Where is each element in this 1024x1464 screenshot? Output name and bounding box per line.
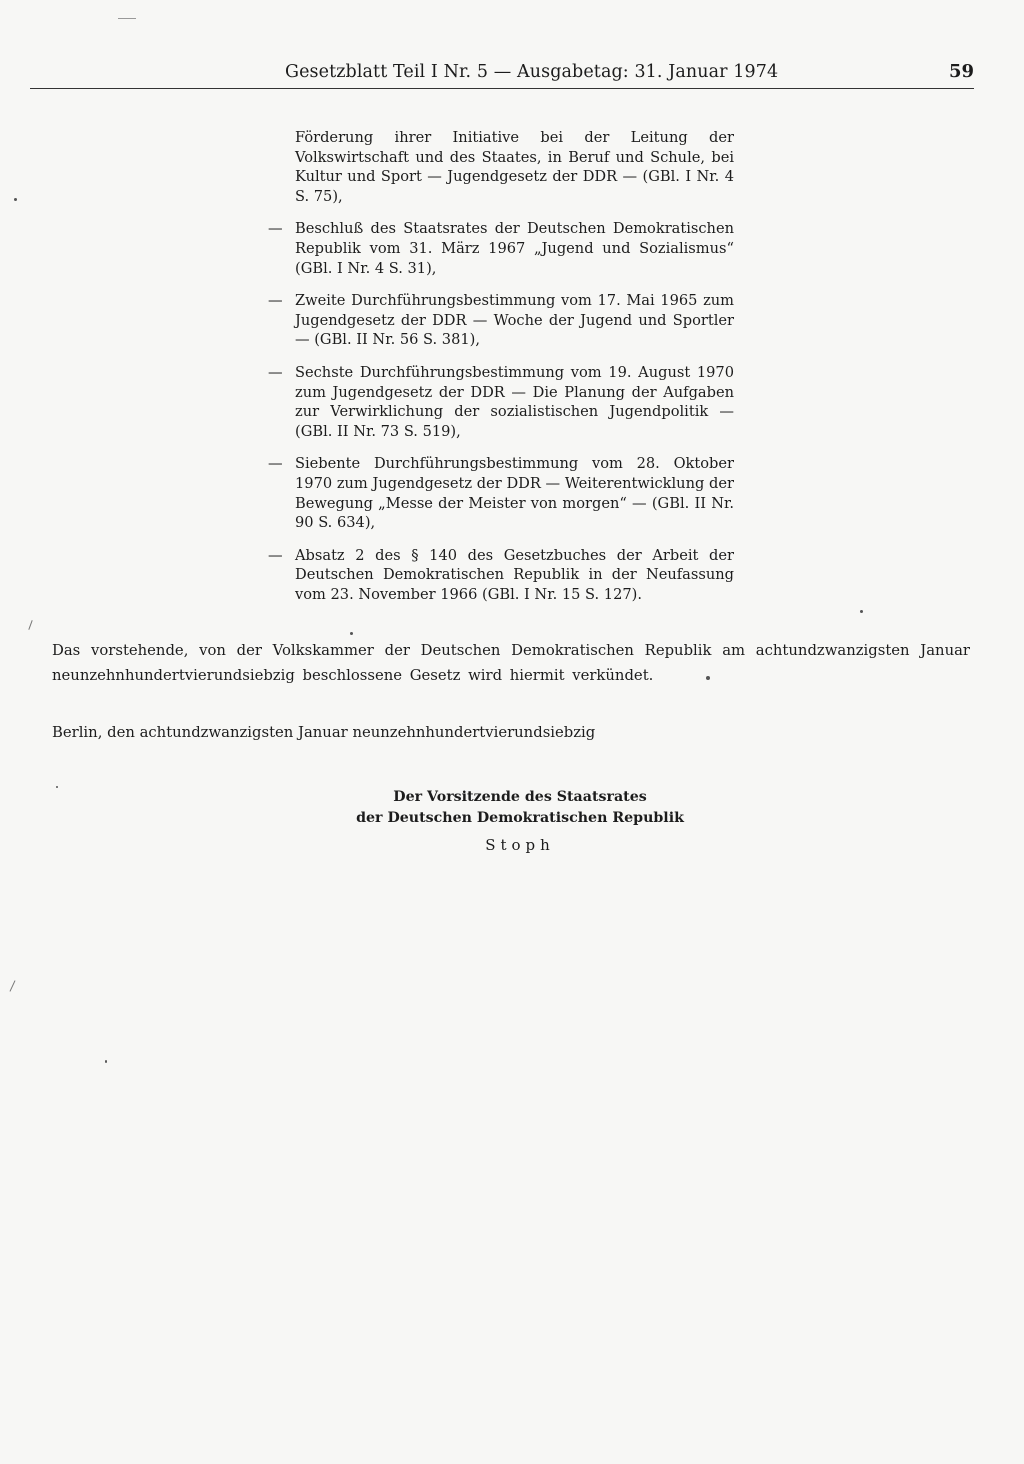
scan-speck <box>14 198 17 201</box>
signature-name: Stoph <box>485 836 555 854</box>
reference-list <box>268 128 734 617</box>
scan-speck <box>28 620 32 630</box>
list-item <box>268 291 734 350</box>
signature-title <box>320 787 720 829</box>
scan-speck <box>105 1060 107 1063</box>
list-intro: Förderung ihrer Initiative bei der Leitung der Volkswirtschaft und des Staates, in Beruf und Schule, bei Kultur und Sport — Jugendgesetz der DDR — (GBl. I Nr. 4 S. 75), <box>295 129 734 205</box>
list-dash: — <box>268 220 283 238</box>
scan-speck <box>706 676 710 680</box>
header-rule <box>30 88 974 89</box>
list-item <box>268 363 734 441</box>
list-dash: — <box>268 455 283 473</box>
list-item-text: Sechste Durchführungsbestimmung vom 19. August 1970 zum Jugendgesetz der DDR — Die Planung der Aufgaben zur Verwirklichung der sozialistischen Jugendpolitik — (GBl. II Nr. 73 S. 519), <box>295 363 734 440</box>
place-date: Berlin, den achtundzwanzigsten Januar neunzehnhundertvierundsiebzig <box>52 724 596 741</box>
list-item <box>268 546 734 605</box>
scan-speck <box>118 18 136 19</box>
scan-speck <box>350 632 353 635</box>
list-dash: — <box>268 363 283 381</box>
proclamation-text: Das vorstehende, von der Volkskammer der Deutschen Demokratischen Republik am achtundzwanzigsten Januar neunzehnhundertvierundsiebzig beschlossene Gesetz wird hiermit verkündet. <box>52 642 970 684</box>
signature-title-line1: Der Vorsitzende des Staatsrates <box>393 789 647 805</box>
list-item-text: Zweite Durchführungsbestimmung vom 17. Mai 1965 zum Jugendgesetz der DDR — Woche der Jugend und Sportler — (GBl. II Nr. 56 S. 381), <box>295 292 734 349</box>
list-item-text: Absatz 2 des § 140 des Gesetzbuches der Arbeit der Deutschen Demokratischen Republik in der Neufassung vom 23. November 1966 (GBl. I Nr. 15 S. 127). <box>295 546 734 603</box>
scan-speck <box>56 786 58 788</box>
scan-speck <box>10 980 16 991</box>
list-item <box>268 454 734 532</box>
signature-title-line2: der Deutschen Demokratischen Republik <box>356 810 684 826</box>
page-number: 59 <box>948 61 974 82</box>
page-header <box>30 58 974 88</box>
gazette-title: Gesetzblatt Teil I Nr. 5 — Ausgabetag: 31. Januar 1974 <box>285 62 779 82</box>
list-dash: — <box>268 546 283 564</box>
scan-speck <box>860 610 863 613</box>
list-item <box>268 219 734 278</box>
list-item-text: Siebente Durchführungsbestimmung vom 28. Oktober 1970 zum Jugendgesetz der DDR — Weiterentwicklung der Bewegung „Messe der Meister von morgen“ — (GBl. II Nr. 90 S. 634), <box>295 455 734 532</box>
list-item-text: Beschluß des Staatsrates der Deutschen Demokratischen Republik vom 31. März 1967 „Jugend und Sozialismus“ (GBl. I Nr. 4 S. 31), <box>295 220 734 277</box>
list-dash: — <box>268 292 283 310</box>
